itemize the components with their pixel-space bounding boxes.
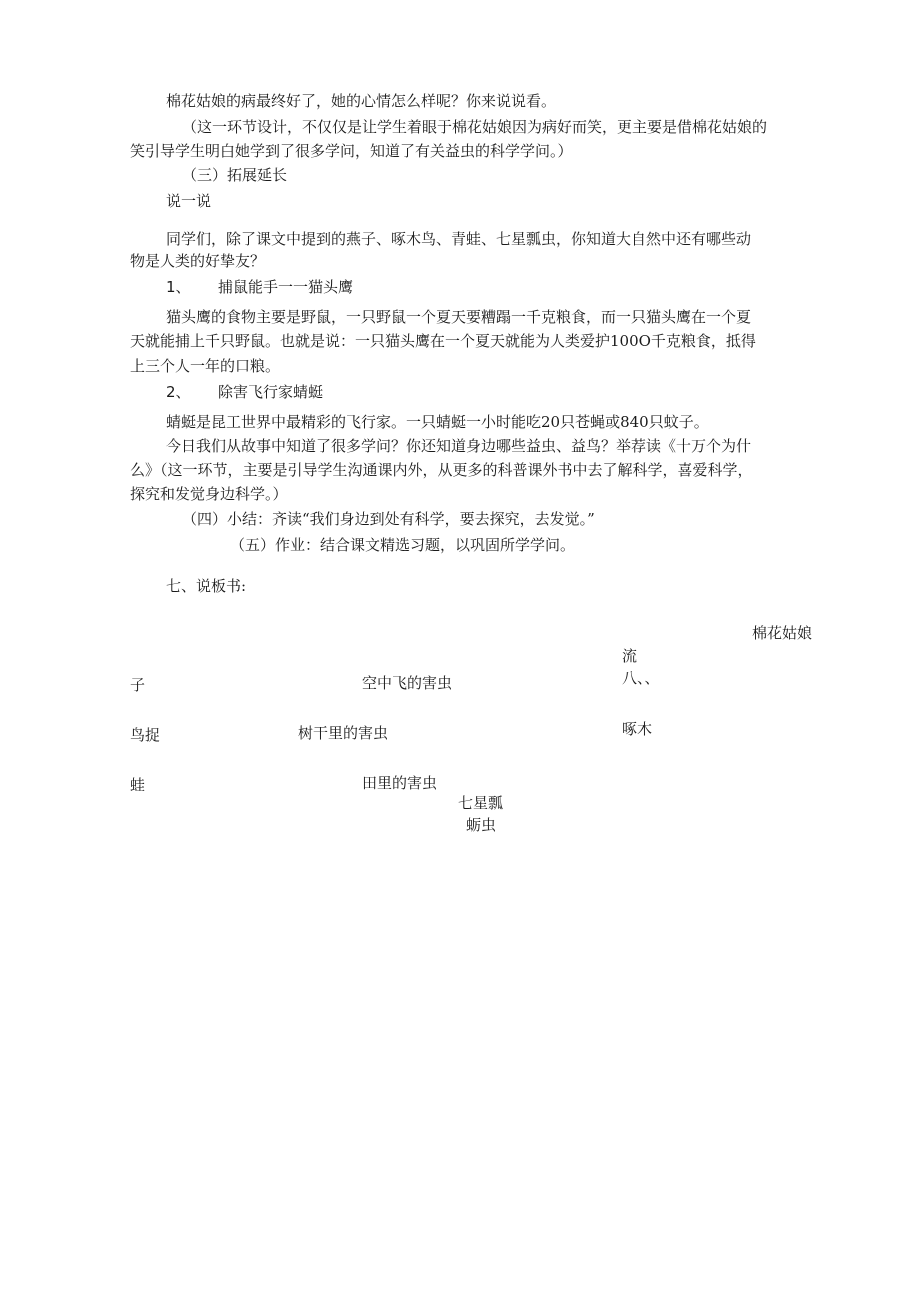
paragraph-recommend-3: 探究和发觉身边科学。） — [130, 485, 288, 503]
list-number-2: 2、 — [166, 383, 191, 401]
paragraph-recommend-2: 么》（这一环节，主要是引导学生沟通课内外，从更多的科普课外书中去了解科学，喜爱科学， — [130, 461, 753, 479]
list-item-dragonfly: 除害飞行家蜻蜓 — [218, 383, 324, 401]
board-wa: 蛙 — [130, 776, 146, 794]
board-tree-pests: 树干里的害虫 — [298, 724, 389, 742]
list-item-owl: 捕鼠能手一一猫头鹰 — [218, 278, 354, 296]
section-board-heading: 七、说板书: — [166, 577, 247, 595]
board-zhuomu: 啄木 — [622, 720, 653, 738]
board-title: 棉花姑娘 — [752, 624, 813, 642]
paragraph-design-note-1: （这一环节设计，不仅仅是让学生着眼于棉花姑娘因为病好而笑，更主要是借棉花姑娘的 — [182, 118, 768, 136]
paragraph-recommend-1: 今日我们从故事中知道了很多学问？你还知道身边哪些益虫、益鸟？举荐读《十万个为什 — [166, 437, 752, 455]
section-summary: （四）小结：齐读“我们身边到处有科学，要去探究，去发觉。” — [182, 510, 595, 528]
paragraph-mood-question: 棉花姑娘的病最终好了，她的心情怎么样呢？你来说说看。 — [166, 92, 557, 110]
board-field-pests: 田里的害虫 — [362, 774, 438, 792]
paragraph-question-2: 物是人类的好挚友？ — [130, 252, 266, 270]
paragraph-question-1: 同学们，除了课文中提到的燕子、啄木鸟、青蛙、七星瓢虫，你知道大自然中还有哪些动 — [166, 230, 752, 248]
paragraph-owl-3: 上三个人一年的口粮。 — [130, 357, 281, 375]
section-homework: （五）作业：结合课文精选习题，以巩固所学学问。 — [230, 536, 576, 554]
board-qixing: 七星瓢 — [458, 794, 504, 812]
paragraph-dragonfly: 蜻蜓是昆工世界中最精彩的飞行家。一只蜻蜓一小时能吃20只苍蝇或840只蚊子。 — [166, 413, 709, 431]
paragraph-owl-1: 猫头鹰的食物主要是野鼠，一只野鼠一个夏天要糟蹋一千克粮食，而一只猫头鹰在一个夏 — [166, 308, 752, 326]
list-number-1: 1、 — [166, 278, 191, 296]
board-niaozhuo: 鸟捉 — [130, 726, 161, 744]
board-sky-pests: 空中飞的害虫 — [362, 674, 453, 692]
paragraph-owl-2: 天就能捕上千只野鼠。也就是说：一只猫头鹰在一个夏天就能为人类爱护100O千克粮食，抵得 — [130, 332, 756, 350]
board-zi: 子 — [130, 676, 146, 694]
board-ba: 八、、 — [622, 669, 660, 687]
subheading-say: 说一说 — [166, 192, 212, 210]
section-heading-extend: （三）拓展延长 — [182, 166, 288, 184]
board-liu: 流 — [622, 647, 638, 665]
board-chong: 蛎虫 — [466, 816, 497, 834]
paragraph-design-note-2: 笑引导学生明白她学到了很多学问，知道了有关益虫的科学学问。） — [130, 142, 573, 160]
